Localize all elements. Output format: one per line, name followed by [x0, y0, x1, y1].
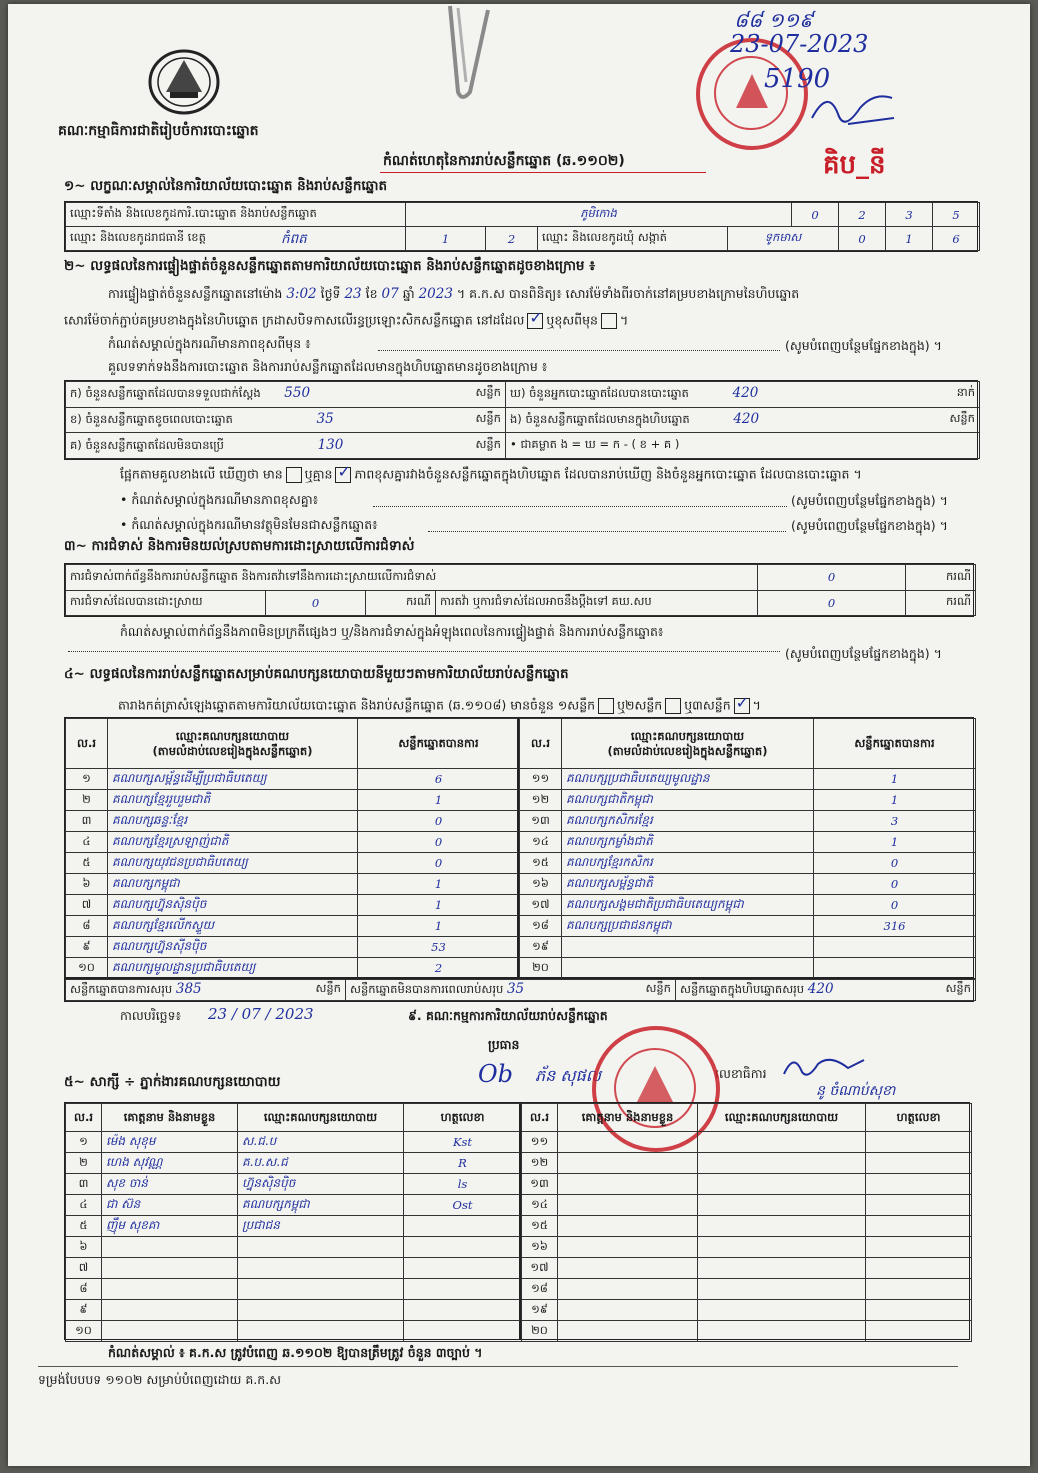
witness-no: ៧: [66, 1258, 102, 1279]
corner-label: គិប_នី: [823, 150, 886, 180]
party-no: ១៥: [520, 853, 562, 874]
witness-party: [238, 1300, 404, 1321]
voters-row: ឃ) ចំនួនអ្នកបោះឆ្នោតដែលបានបោះឆ្នោត 420 នាក់: [506, 382, 980, 408]
party-votes: 2: [358, 958, 520, 979]
different-checkbox[interactable]: [601, 313, 617, 329]
commune-code-digit: 0: [839, 227, 886, 251]
party-name: គណបក្សជាតិកម្ពុជា: [562, 790, 814, 811]
witness-signature: [866, 1174, 972, 1195]
witness-party: [698, 1300, 866, 1321]
witness-party: [698, 1258, 866, 1279]
witness-signature: [404, 1279, 522, 1300]
witness-no: ១៧: [522, 1258, 558, 1279]
totals-row: [64, 978, 974, 1002]
party-votes: 0: [814, 895, 976, 916]
party-votes: 1: [358, 874, 520, 895]
witness-signature: [404, 1300, 522, 1321]
complaints-table: [64, 563, 974, 617]
col-sign-header: ហត្ថលេខា: [866, 1104, 972, 1132]
section5-title: ៥~ សាក្សី ÷ ភ្នាក់ងារគណបក្សនយោបាយ: [64, 1074, 281, 1090]
witness-row: [66, 1237, 522, 1258]
party-no: ២០: [520, 958, 562, 979]
witness-no: ១៣: [522, 1174, 558, 1195]
paper-clip-icon: [428, 4, 498, 104]
month-value: 07: [381, 286, 399, 302]
form-code: ទម្រង់បែបបទ ១១០២ សម្រាប់បំពេញដោយ គ.ក.ស: [38, 1372, 282, 1387]
one-sheet-checkbox[interactable]: [598, 698, 614, 714]
box-value: 420: [733, 410, 760, 427]
party-votes: 3: [814, 811, 976, 832]
party-no: ១៦: [520, 874, 562, 895]
party-no: ១៩: [520, 937, 562, 958]
commune-label: ឈ្មោះ និងលេខកូដឃុំ សង្កាត់: [538, 227, 728, 251]
col-no-header: ល.រ: [66, 719, 108, 769]
witness-row: [66, 1174, 522, 1195]
bullet-difference-note: • កំណត់សម្គាល់ក្នុងករណីមានភាពខុសគ្នា៖: [120, 492, 319, 507]
witness-party: ប្រជាជន: [238, 1216, 404, 1237]
station-code-digit: 0: [792, 203, 839, 227]
witness-name: [102, 1279, 238, 1300]
commune-code-digit: 6: [933, 227, 980, 251]
station-code-digit: 5: [933, 203, 980, 227]
witness-party: [238, 1321, 404, 1342]
witness-signature: [866, 1195, 972, 1216]
witness-row: [66, 1321, 522, 1342]
party-no: ១៨: [520, 916, 562, 937]
party-no: ៩: [66, 937, 108, 958]
party-no: ២: [66, 790, 108, 811]
witness-name: ម៉េង សុខុម: [102, 1132, 238, 1153]
witness-no: ១៨: [522, 1279, 558, 1300]
party-no: ៨: [66, 916, 108, 937]
witness-row: [522, 1258, 972, 1279]
stamp-code: 5190: [764, 64, 831, 94]
ballot-count-table: [64, 380, 978, 460]
document-page: [8, 4, 1030, 1466]
col-party-header: ឈ្មោះគណបក្សនយោបាយ (តាមលំដាប់លេខរៀងក្នុងសន្លឹកឆ្នោត): [108, 719, 358, 769]
party-name: គណបក្សមូលដ្ឋានប្រជាធិបតេយ្យ: [108, 958, 358, 979]
form-title: កំណត់ហេតុនៃការរាប់សន្លឹកឆ្នោត (ឆ.១១០២): [383, 153, 625, 169]
commune-value: ទូកមាស: [728, 227, 839, 251]
total-valid-cell: សន្លឹកឆ្នោតបានការសរុប 385 សន្លឹក: [66, 980, 346, 1001]
witness-signature: [866, 1258, 972, 1279]
witness-party: ហ្វ៊ុនស៊ិនប៉ិច: [238, 1174, 404, 1195]
col-name-header: គោត្តនាម និងនាមខ្លួន: [102, 1104, 238, 1132]
party-no: ៧: [66, 895, 108, 916]
col-sign-header: ហត្ថលេខា: [404, 1104, 522, 1132]
witness-signature: R: [404, 1153, 522, 1174]
chair-name: ភ័ន សុផល: [535, 1066, 602, 1085]
party-no: ១០: [66, 958, 108, 979]
witness-no: ១៩: [522, 1300, 558, 1321]
resolved-label: ការជំទាស់ដែលបានដោះស្រាយ: [66, 590, 266, 616]
spoiled-ballots-row: ខ) ចំនួនសន្លឹកឆ្នោតខូចពេលបោះឆ្នោត 35 សន្លឹក: [66, 407, 506, 433]
witness-no: ១៥: [522, 1216, 558, 1237]
unused-ballots-row: គ) ចំនួនសន្លឹកឆ្នោតដែលមិនបានប្រើ 130 សន្លឹក: [66, 433, 506, 459]
verification-line-2: សោរម៉ែចាក់ភ្ជាប់គម្របខាងក្នុងនៃហិបឆ្នោត ក្រដាសបិទកាសលើរន្ធប្រឡោះសិកសន្លឹកឆ្នោត នៅដដែល✓ ឬខុសពីមុន ។: [64, 313, 628, 329]
station-value: ភូមិកោង: [406, 203, 792, 227]
witness-party: [238, 1279, 404, 1300]
difference-note-label: កំណត់សម្គាល់ក្នុងករណីមានភាពខុសពីមុន ៖: [108, 336, 311, 351]
unit-label: ករណី: [906, 590, 976, 616]
witness-party: [698, 1132, 866, 1153]
party-row: [66, 958, 520, 979]
fill-more-note: (សូមបំពេញបន្ថែមផ្នែកខាងក្នុង) ។: [791, 518, 948, 533]
witness-signature: [404, 1237, 522, 1258]
has-difference-checkbox[interactable]: [286, 467, 302, 483]
witness-signature: [866, 1153, 972, 1174]
witness-name: [558, 1237, 698, 1258]
section4-title: ៤~ លទ្ធផលនៃការរាប់សន្លឹកឆ្នោតសម្រាប់គណបក្សនយោបាយនីមួយៗតាមការិយាល័យរាប់សន្លឹកឆ្នោត: [64, 666, 569, 682]
witness-name: [102, 1321, 238, 1342]
appeal-label: ការតវ៉ា ឬការជំទាស់ដែលអាចនឹងប្តឹងទៅ គឃ.សប: [436, 590, 758, 616]
party-name: គណបក្សកម្លាំងជាតិ: [562, 832, 814, 853]
complaints-value: 0: [758, 565, 906, 591]
section3-title: ៣~ ការជំទាស់ និងការមិនយល់ស្របតាមការដោះស្រាយលើការជំទាស់: [64, 538, 415, 554]
col-votes-header: សន្លឹកឆ្នោតបានការ: [358, 719, 520, 769]
witness-row: [66, 1153, 522, 1174]
witness-party: [698, 1237, 866, 1258]
witness-table-right: [520, 1102, 970, 1340]
witness-party: [698, 1195, 866, 1216]
party-no: ១: [66, 769, 108, 790]
witness-row: [66, 1300, 522, 1321]
witness-row: [522, 1279, 972, 1300]
received-value: 550: [284, 385, 311, 402]
party-name: គណបក្សខ្មែរលើកស្ទួយ: [108, 916, 358, 937]
fill-more-note: (សូមបំពេញបន្ថែមផ្នែកខាងក្នុង) ។: [785, 646, 942, 661]
party-name: គណបក្សប្រជាជនកម្ពុជា: [562, 916, 814, 937]
secretary-label: លេខាធិការ: [715, 1066, 767, 1081]
station-code-digit: 3: [886, 203, 933, 227]
party-results-table-right: [518, 717, 974, 978]
party-row: [66, 769, 520, 790]
witness-party: [698, 1216, 866, 1237]
secretary-signature: [778, 1048, 868, 1084]
party-name: គណបក្សយុវជនប្រជាធិបតេយ្យ: [108, 853, 358, 874]
party-row: [520, 958, 976, 979]
witness-signature: [866, 1300, 972, 1321]
witness-party: [238, 1258, 404, 1279]
voters-value: 420: [732, 385, 759, 402]
party-name: [562, 937, 814, 958]
bullet-foreign-object-note: • កំណត់សម្គាល់ក្នុងករណីមានវត្ថុមិនមែនជាសន្លឹកឆ្នោត៖: [120, 517, 378, 532]
witness-row: [522, 1174, 972, 1195]
total-box-value: 420: [807, 981, 834, 997]
witness-signature: ls: [404, 1174, 522, 1195]
witness-name: [102, 1237, 238, 1258]
total-valid-value: 385: [175, 981, 202, 997]
col-party-header: ឈ្មោះគណបក្សនយោបាយ: [698, 1104, 866, 1132]
party-votes: [814, 937, 976, 958]
witness-no: ៤: [66, 1195, 102, 1216]
col-no-header: ល.រ: [520, 719, 562, 769]
secretary-name: នូ ចំណាប់សុខា: [816, 1083, 896, 1099]
station-id-table: [64, 201, 978, 252]
stamp-numbers: ៨៨ ១១៩: [734, 8, 814, 32]
verification-line-1: ការផ្ទៀងផ្ទាត់ចំនួនសន្លឹកឆ្នោតនៅម៉ោង 3:02 ថ្ងៃទី 23 ខែ 07 ឆ្នាំ 2023 ។ គ.ក.ស បានពិនិត្យ៖ សោរម៉ែទាំងពីរចាក់នៅគម្របខាងក្រោមនៃហិបឆ្នោត: [108, 286, 800, 302]
unused-value: 130: [317, 436, 344, 453]
witness-no: ១៤: [522, 1195, 558, 1216]
unit-label: ករណី: [906, 565, 976, 591]
party-votes: 1: [814, 790, 976, 811]
party-name: គណបក្សហ្វ៊ុនស៊ិនប៉ិច: [108, 895, 358, 916]
witness-row: [522, 1216, 972, 1237]
party-row: [66, 916, 520, 937]
witness-signature: [404, 1258, 522, 1279]
witness-party: [238, 1237, 404, 1258]
party-row: [520, 916, 976, 937]
witness-name: [558, 1153, 698, 1174]
witness-name: [558, 1195, 698, 1216]
party-row: [520, 853, 976, 874]
party-name: គណបក្សសង្គមជាតិប្រជាធិបតេយ្យកម្ពុជា: [562, 895, 814, 916]
date-value: 23 / 07 / 2023: [208, 1005, 314, 1023]
province-label: ឈ្មោះ និងលេខកូដរាជធានី ខេត្ត: [70, 230, 206, 244]
witness-name: [558, 1216, 698, 1237]
fill-more-note: (សូមបំពេញបន្ថែមផ្នែកខាងក្នុង) ។: [785, 338, 942, 353]
witness-party: [698, 1174, 866, 1195]
witness-name: [558, 1258, 698, 1279]
party-row: [66, 811, 520, 832]
witness-name: [558, 1279, 698, 1300]
witness-no: ៦: [66, 1237, 102, 1258]
witness-row: [66, 1279, 522, 1300]
party-results-table-left: [64, 717, 518, 978]
formula-row: • ជាគម្លាត ង = ឃ = ក - ( ខ + គ ): [506, 433, 980, 459]
witness-no: ៨: [66, 1279, 102, 1300]
witness-party: [698, 1153, 866, 1174]
station-label: ឈ្មោះទីតាំង និងលេខកូដការិ.បោះឆ្នោត និងរាប់សន្លឹកឆ្នោត: [66, 203, 406, 227]
witness-party: គ.ប.ស.ជ: [238, 1153, 404, 1174]
party-votes: 316: [814, 916, 976, 937]
party-row: [520, 790, 976, 811]
witness-name: [558, 1300, 698, 1321]
witness-name: ហេង សុវណ្ណ: [102, 1153, 238, 1174]
party-votes: 0: [814, 874, 976, 895]
party-name: គណបក្សខ្មែររួបរួមជាតិ: [108, 790, 358, 811]
total-invalid-value: 35: [506, 981, 525, 997]
party-no: ៣: [66, 811, 108, 832]
year-value: 2023: [418, 286, 453, 302]
party-votes: 1: [814, 832, 976, 853]
witness-name: [558, 1174, 698, 1195]
party-votes: 0: [814, 853, 976, 874]
witness-row: [66, 1216, 522, 1237]
province-code-digit: 1: [406, 227, 486, 251]
witness-no: ២០: [522, 1321, 558, 1342]
commune-code-digit: 1: [886, 227, 933, 251]
party-row: [520, 874, 976, 895]
box-ballots-row: ង) ចំនួនសន្លឹកឆ្នោតដែលមានក្នុងហិបឆ្នោត 420 សន្លឹក: [506, 407, 980, 433]
party-no: ១១: [520, 769, 562, 790]
party-name: គណបក្សខ្មែរកសិករ: [562, 853, 814, 874]
witness-no: ១១: [522, 1132, 558, 1153]
party-votes: 6: [358, 769, 520, 790]
witness-signature: [866, 1237, 972, 1258]
day-value: 23: [344, 286, 362, 302]
party-row: [66, 790, 520, 811]
party-votes: 1: [358, 916, 520, 937]
witness-signature: Ost: [404, 1195, 522, 1216]
party-no: ១៣: [520, 811, 562, 832]
total-box-cell: សន្លឹកឆ្នោតក្នុងហិបឆ្នោតសរុប 420 សន្លឹក: [676, 980, 976, 1001]
section1-title: ១~ លក្ខណៈសម្គាល់នៃការិយាល័យបោះឆ្នោត និងរាប់សន្លឹកឆ្នោត: [64, 178, 388, 194]
witness-signature: [866, 1216, 972, 1237]
section2-title: ២~ លទ្ធផលនៃការផ្ទៀងផ្ទាត់ចំនួនសន្លឹកឆ្នោតតាមការិយាល័យបោះឆ្នោត និងរាប់សន្លឹកឆ្នោតដូចខាងក្រោម ៖: [64, 258, 596, 274]
witness-row: [66, 1258, 522, 1279]
witness-row: [522, 1237, 972, 1258]
unit-label: ករណី: [366, 590, 436, 616]
province-value: កំពត: [281, 231, 307, 247]
witness-signature: Kst: [404, 1132, 522, 1153]
party-row: [520, 937, 976, 958]
col-party-header: ឈ្មោះគណបក្សនយោបាយ (តាមលំដាប់លេខរៀងក្នុងសន្លឹកឆ្នោត): [562, 719, 814, 769]
party-row: [66, 937, 520, 958]
witness-name: ជា ស៊ន: [102, 1195, 238, 1216]
witness-no: ៩: [66, 1300, 102, 1321]
signature-top: [808, 88, 898, 138]
party-votes: 0: [358, 811, 520, 832]
party-votes: 1: [814, 769, 976, 790]
chair-label: ប្រធាន: [488, 1037, 520, 1052]
party-name: គណបក្សសម្ព័ន្ធដើម្បីប្រជាធិបតេយ្យ: [108, 769, 358, 790]
witness-table-left: [64, 1102, 520, 1340]
party-no: ១៧: [520, 895, 562, 916]
party-row: [66, 874, 520, 895]
three-sheets-checkbox[interactable]: [734, 698, 750, 714]
witness-name: [102, 1258, 238, 1279]
chair-signature: Ob: [478, 1060, 514, 1088]
witness-signature: [404, 1216, 522, 1237]
witness-row: [522, 1300, 972, 1321]
col-name-header: គោត្តនាម និងនាមខ្លួន: [558, 1104, 698, 1132]
party-row: [66, 832, 520, 853]
witness-row: [522, 1132, 972, 1153]
resolved-value: 0: [266, 590, 366, 616]
party-row: [520, 769, 976, 790]
stamp-date: 23-07-2023: [730, 30, 869, 58]
col-no-header: ល.រ: [522, 1104, 558, 1132]
party-votes: 0: [358, 832, 520, 853]
party-votes: 53: [358, 937, 520, 958]
time-value: 3:02: [286, 286, 317, 302]
station-code-digit: 2: [839, 203, 886, 227]
party-no: ១២: [520, 790, 562, 811]
party-votes: 1: [358, 790, 520, 811]
witness-party: គណបក្សកម្ពុជា: [238, 1195, 404, 1216]
witness-name: សុខ ចាន់: [102, 1174, 238, 1195]
witness-signature: [866, 1279, 972, 1300]
total-invalid-cell: សន្លឹកឆ្នោតមិនបានការពេលរាប់សរុប 35 សន្លឹក: [346, 980, 676, 1001]
fill-more-note: (សូមបំពេញបន្ថែមផ្នែកខាងក្នុង) ។: [791, 493, 948, 508]
witness-party: [698, 1321, 866, 1342]
party-row: [520, 832, 976, 853]
received-ballots-row: ក) ចំនួនសន្លឹកឆ្នោតដែលបានទទួលជាក់ស្តែង 550 សន្លឹក: [66, 382, 506, 408]
party-votes: [814, 958, 976, 979]
witness-no: ២: [66, 1153, 102, 1174]
witness-signature: [404, 1321, 522, 1342]
party-no: ៤: [66, 832, 108, 853]
witness-row: [66, 1195, 522, 1216]
witness-signature: [866, 1132, 972, 1153]
party-name: គណបក្សកសិករខ្មែរ: [562, 811, 814, 832]
party-row: [66, 853, 520, 874]
party-name: គណបក្សឆន្ទៈខ្មែរ: [108, 811, 358, 832]
counting-committee-label: ៩. គណៈកម្មការការិយាល័យរាប់សន្លឹកឆ្នោត: [408, 1008, 608, 1023]
date-label: កាលបរិច្ឆេទ៖: [120, 1008, 182, 1023]
witness-no: ១២: [522, 1153, 558, 1174]
difference-check-line: ផ្អែកតាមគួលខាងលើ ឃើញថា មាន ឬគ្មាន✓ ភាពខុសគ្នារវាងចំនួនសន្លឹកឆ្នោតក្នុងហិបឆ្នោត ដែលបានរាប់ឃើញ និងចំនួនអ្នកបោះឆ្នោត ដែលបានបោះឆ្នោត ។: [120, 467, 862, 483]
witness-no: ៥: [66, 1216, 102, 1237]
same-checkbox[interactable]: [527, 313, 543, 329]
witness-no: ១: [66, 1132, 102, 1153]
party-name: គណបក្សហ្វ៊ុនស៊ីនប៉ិច: [108, 937, 358, 958]
party-no: ១៤: [520, 832, 562, 853]
no-difference-checkbox[interactable]: [335, 467, 351, 483]
witness-row: [522, 1321, 972, 1342]
witness-name: [102, 1300, 238, 1321]
witness-no: ៣: [66, 1174, 102, 1195]
party-row: [520, 811, 976, 832]
spoiled-value: 35: [316, 410, 334, 427]
party-votes: 1: [358, 895, 520, 916]
party-name: គណបក្សខ្មែរស្រឡាញ់ជាតិ: [108, 832, 358, 853]
witness-row: [66, 1132, 522, 1153]
two-sheets-checkbox[interactable]: [665, 698, 681, 714]
col-no-header: ល.រ: [66, 1104, 102, 1132]
party-name: គណបក្សសម្ព័ន្ធជាតិ: [562, 874, 814, 895]
witness-name: [558, 1132, 698, 1153]
results-intro: គួលទទាក់ទងនឹងការបោះឆ្នោត និងការរាប់សន្លឹកឆ្នោតដែលមានក្នុងហិបឆ្នោតមានដូចខាងក្រោម ៖: [108, 359, 548, 374]
party-name: គណបក្សកម្ពុជា: [108, 874, 358, 895]
party-no: ៦: [66, 874, 108, 895]
party-row: [66, 895, 520, 916]
col-party-header: ឈ្មោះគណបក្សនយោបាយ: [238, 1104, 404, 1132]
province-code-digit: 2: [486, 227, 538, 251]
appeal-value: 0: [758, 590, 906, 616]
witness-party: ស.ជ.ប: [238, 1132, 404, 1153]
province-cell: [66, 227, 406, 251]
witness-no: ១៦: [522, 1237, 558, 1258]
witness-no: ១០: [66, 1321, 102, 1342]
witness-name: [558, 1321, 698, 1342]
complaints-label: ការជំទាស់ពាក់ព័ន្ធនឹងការរាប់សន្លឹកឆ្នោត និងការតវ៉ាទៅនឹងការដោះស្រាយលើការជំទាស់: [66, 565, 758, 591]
committee-name: គណៈកម្មាធិការជាតិរៀបចំការបោះឆ្នោត: [58, 123, 259, 139]
footer-note: កំណត់សម្គាល់ ៖ គ.ក.ស ត្រូវបំពេញ ឆ.១១០២ ឱ្យបានត្រឹមត្រូវ ចំនួន ៣ច្បាប់ ។: [108, 1345, 483, 1360]
nec-emblem-icon: [146, 46, 222, 116]
witness-name: ញ៉ឹម សុខគា: [102, 1216, 238, 1237]
party-row: [520, 895, 976, 916]
col-votes-header: សន្លឹកឆ្នោតបានការ: [814, 719, 976, 769]
witness-row: [522, 1153, 972, 1174]
party-no: ៥: [66, 853, 108, 874]
party-name: គណបក្សប្រជាធិបតេយ្យមូលដ្ឋាន: [562, 769, 814, 790]
witness-row: [522, 1195, 972, 1216]
witness-signature: [866, 1321, 972, 1342]
witness-party: [698, 1279, 866, 1300]
tally-sheets-line: តារាងកត់ត្រាសំឡេងឆ្នោតតាមការិយាល័យបោះឆ្នោត និងរាប់សន្លឹកឆ្នោត (ឆ.១១០៨) មានចំនួន ១សន្លឹក ឬ២សន្លឹក ឬ៣សន្លឹក✓ ។: [118, 698, 761, 714]
party-votes: 0: [358, 853, 520, 874]
party-name: [562, 958, 814, 979]
irregularities-note: កំណត់សម្គាល់ពាក់ព័ន្ធនឹងភាពមិនប្រក្រតីផ្សេងៗ ឬ/និងការជំទាស់ក្នុងអំឡុងពេលនៃការផ្ទៀងផ្ទាត់ និងការរាប់សន្លឹកឆ្នោត៖: [120, 624, 664, 639]
